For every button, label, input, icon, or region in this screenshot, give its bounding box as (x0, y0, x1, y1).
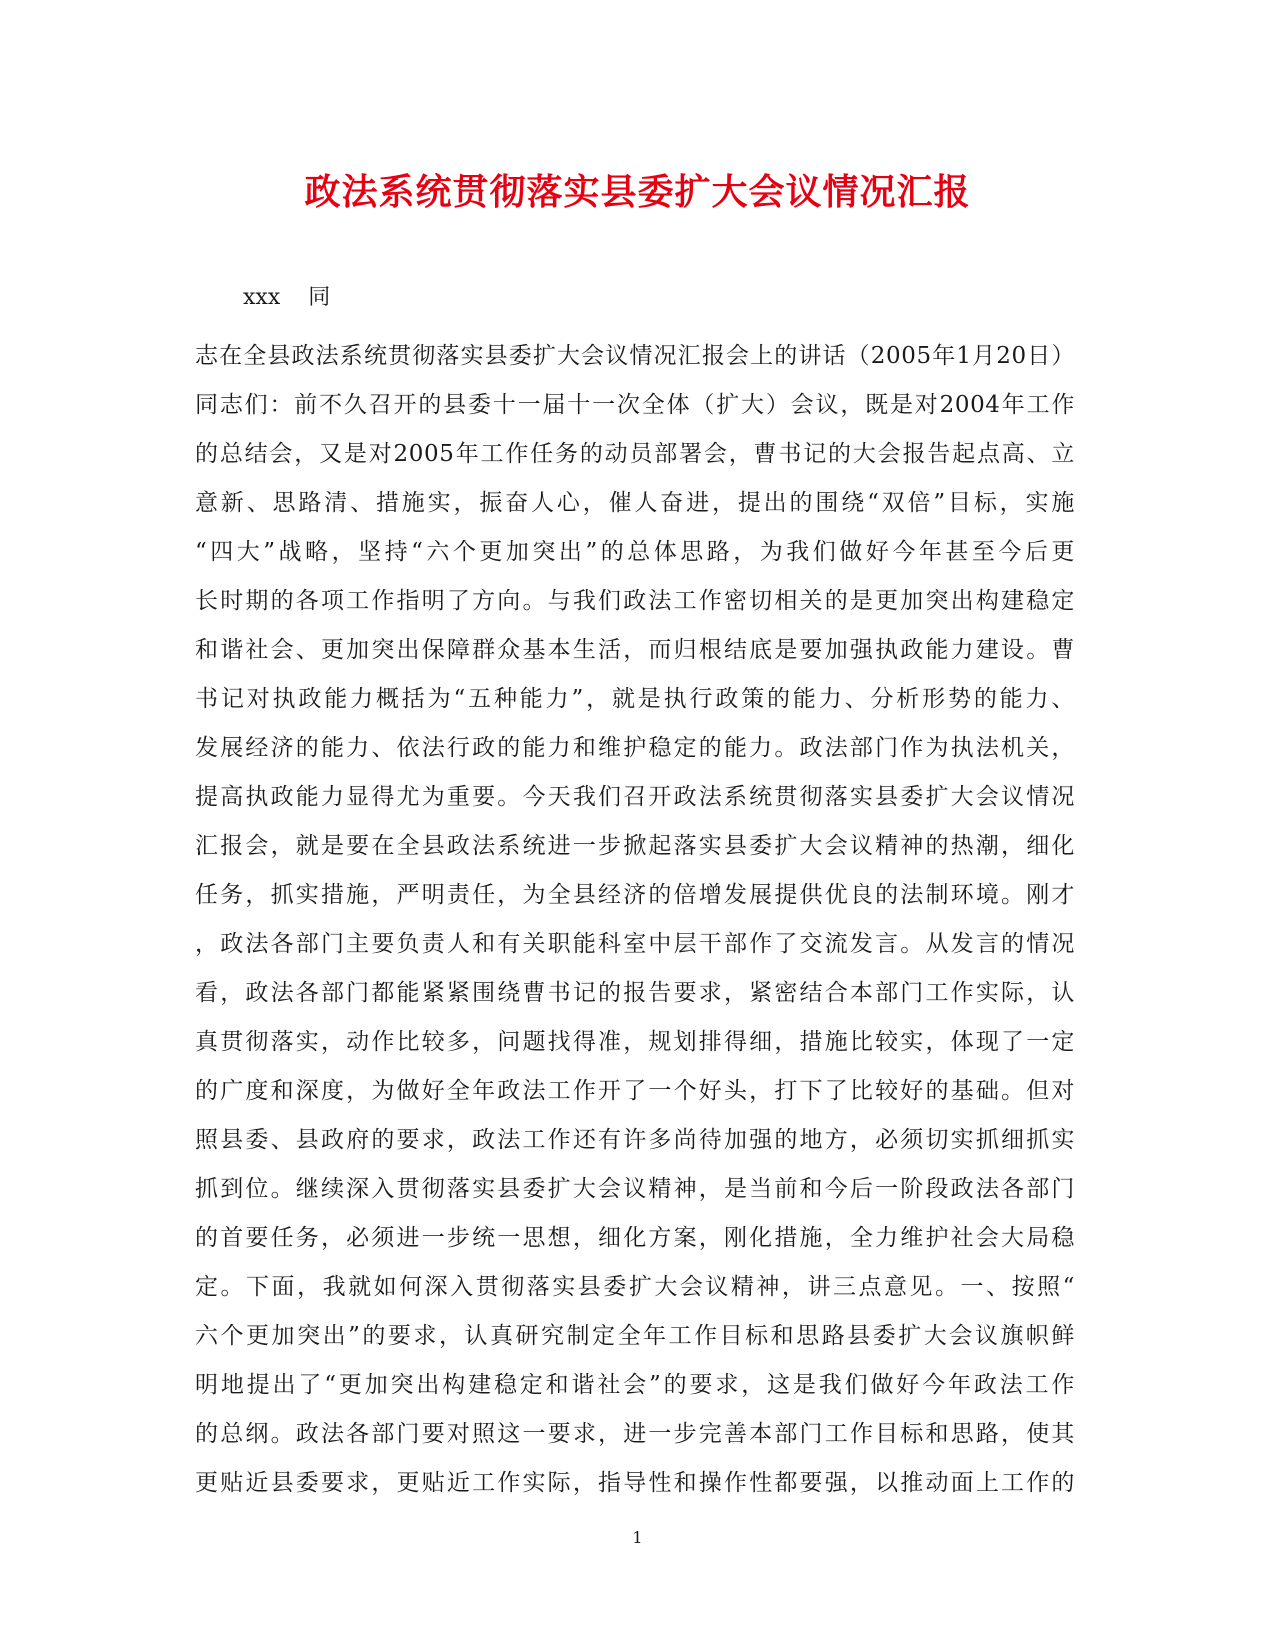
body-line: 意新、思路清、措施实，振奋人心，催人奋进，提出的围绕“双倍”目标，实施 (195, 490, 1075, 516)
body-line: 定。下面，我就如何深入贯彻落实县委扩大会议精神，讲三点意见。一、按照“ (195, 1274, 1075, 1300)
body-line: 的总结会，又是对2005年工作任务的动员部署会，曹书记的大会报告起点高、立 (195, 441, 1075, 467)
body-line: 真贯彻落实，动作比较多，问题找得准，规划排得细，措施比较实，体现了一定 (195, 1029, 1075, 1055)
body-line: 任务，抓实措施，严明责任，为全县经济的倍增发展提供优良的法制环境。刚才 (195, 882, 1075, 908)
body-line: 的广度和深度，为做好全年政法工作开了一个好头，打下了比较好的基础。但对 (195, 1078, 1075, 1104)
body-line: “四大”战略，坚持“六个更加突出”的总体思路，为我们做好今年甚至今后更 (195, 539, 1075, 565)
body-line: 同志们：前不久召开的县委十一届十一次全体（扩大）会议，既是对2004年工作 (195, 392, 1075, 418)
body-line: 书记对执政能力概括为“五种能力”，就是执行政策的能力、分析形势的能力、 (195, 686, 1075, 712)
body-line: 的首要任务，必须进一步统一思想，细化方案，刚化措施，全力维护社会大局稳 (195, 1225, 1075, 1251)
body-line: 的总纲。政法各部门要对照这一要求，进一步完善本部门工作目标和思路，使其 (195, 1421, 1075, 1447)
body-line: 抓到位。继续深入贯彻落实县委扩大会议精神，是当前和今后一阶段政法各部门 (195, 1176, 1075, 1202)
body-line: ，政法各部门主要负责人和有关职能科室中层干部作了交流发言。从发言的情况 (195, 931, 1075, 957)
body-text (195, 332, 1075, 1508)
body-line: 明地提出了“更加突出构建稳定和谐社会”的要求，这是我们做好今年政法工作 (195, 1372, 1075, 1398)
page-number: 1 (632, 1528, 643, 1547)
body-line: 六个更加突出”的要求，认真研究制定全年工作目标和思路县委扩大会议旗帜鲜 (195, 1323, 1075, 1349)
document-title: 政法系统贯彻落实县委扩大会议情况汇报 (304, 171, 971, 213)
body-line: 提高执政能力显得尤为重要。今天我们召开政法系统贯彻落实县委扩大会议情况 (195, 784, 1075, 810)
body-line: 长时期的各项工作指明了方向。与我们政法工作密切相关的是更加突出构建稳定 (195, 588, 1075, 614)
body-line: 汇报会，就是要在全县政法系统进一步掀起落实县委扩大会议精神的热潮，细化 (195, 833, 1075, 859)
body-line: 照县委、县政府的要求，政法工作还有许多尚待加强的地方，必须切实抓细抓实 (195, 1127, 1075, 1153)
byline: xxx 同 (243, 285, 331, 310)
body-line: 发展经济的能力、依法行政的能力和维护稳定的能力。政法部门作为执法机关， (195, 735, 1075, 761)
body-line: 和谐社会、更加突出保障群众基本生活，而归根结底是要加强执政能力建设。曹 (195, 637, 1075, 663)
body-line: 看，政法各部门都能紧紧围绕曹书记的报告要求，紧密结合本部门工作实际，认 (195, 980, 1075, 1006)
body-line: 志在全县政法系统贯彻落实县委扩大会议情况汇报会上的讲话（2005年1月20日） (195, 343, 1075, 369)
body-line: 更贴近县委要求，更贴近工作实际，指导性和操作性都要强，以推动面上工作的 (195, 1470, 1075, 1496)
